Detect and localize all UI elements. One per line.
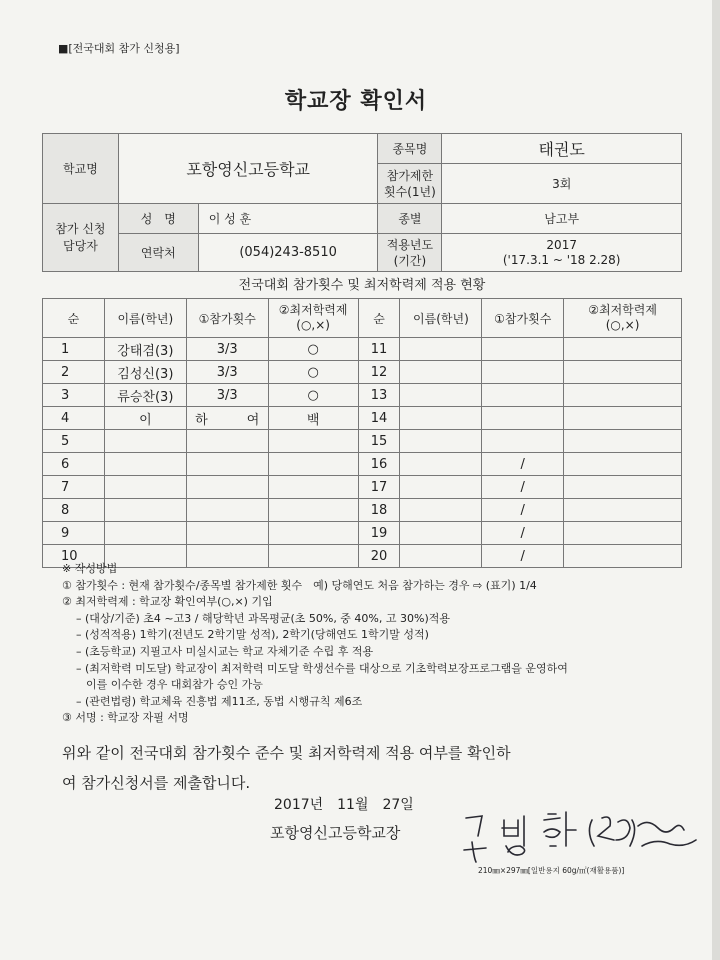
class-label: 종별 — [378, 204, 442, 234]
row-name-2 — [400, 407, 482, 430]
school-value: 포항영신고등학교 — [118, 134, 378, 204]
row-no: 5 — [43, 430, 105, 453]
row-name — [104, 476, 186, 499]
instruction-line: – (초등학교) 지필고사 미실시교는 학교 자체기준 수립 후 적용 — [76, 644, 374, 658]
row-count: 하 여 — [186, 407, 268, 430]
name-value: 이 성 훈 — [198, 204, 378, 234]
header-tag: ■[전국대회 참가 신청용] — [58, 42, 180, 55]
row-name-2 — [400, 499, 482, 522]
row-name — [104, 453, 186, 476]
handwritten-signature — [452, 806, 702, 868]
record-row — [43, 430, 682, 453]
row-count-2: / — [482, 545, 564, 568]
row-count-2 — [482, 384, 564, 407]
row-no-2: 13 — [358, 384, 400, 407]
info-table — [42, 133, 682, 272]
row-min-2 — [564, 361, 682, 384]
row-count-2: / — [482, 476, 564, 499]
row-no-2: 11 — [358, 338, 400, 361]
row-no: 9 — [43, 522, 105, 545]
row-count-2 — [482, 338, 564, 361]
paper-spec-footer: 210㎜×297㎜[일반용지 60g/㎡(재활용품)] — [478, 866, 625, 875]
header-count-2: ①참가횟수 — [482, 299, 564, 338]
row-no: 1 — [43, 338, 105, 361]
instructions — [62, 561, 682, 727]
year-value: 2017 — [546, 237, 577, 252]
row-min-2 — [564, 522, 682, 545]
row-no: 3 — [43, 384, 105, 407]
year-label: 적용년도 (기간) — [378, 234, 442, 272]
row-min-2 — [564, 476, 682, 499]
header-name: 이름(학년) — [104, 299, 186, 338]
record-row — [43, 453, 682, 476]
row-min: ○ — [268, 361, 358, 384]
header-count: ①참가횟수 — [186, 299, 268, 338]
row-no: 10 — [43, 545, 105, 568]
row-no-2: 15 — [358, 430, 400, 453]
contact-label: 연락처 — [118, 234, 198, 272]
instruction-line: – (성적적용) 1학기(전년도 2학기말 성적), 2학기(당해연도 1학기말 성적) — [76, 628, 429, 642]
limit-label: 참가제한 횟수(1년) — [378, 164, 442, 204]
row-min — [268, 476, 358, 499]
row-count — [186, 499, 268, 522]
event-label: 종목명 — [378, 134, 442, 164]
row-count-2: / — [482, 499, 564, 522]
instruction-line: 이를 이수한 경우 대회참가 승인 가능 — [86, 678, 263, 692]
row-count — [186, 430, 268, 453]
row-count-2 — [482, 430, 564, 453]
row-min: 백 — [268, 407, 358, 430]
row-name: 이 — [104, 407, 186, 430]
event-value: 태권도 — [442, 134, 682, 164]
row-name-2 — [400, 338, 482, 361]
class-value: 남고부 — [442, 204, 682, 234]
row-no-2: 20 — [358, 545, 400, 568]
header-name-2: 이름(학년) — [400, 299, 482, 338]
instruction-line: – (관련법령) 학교체육 진흥법 제11조, 동법 시행규칙 제6조 — [76, 694, 363, 708]
row-name: 김성신(3) — [104, 361, 186, 384]
instruction-line: ② 최저학력제 : 학교장 확인여부(○,×) 기입 — [62, 595, 273, 609]
record-header-row — [43, 299, 682, 338]
instruction-line: – (최저학력 미도달) 학교장이 최저학력 미도달 학생선수를 대상으로 기초학력보장프로그램을 운영하여 — [76, 661, 568, 675]
header-min: ②최저학력제 (○,×) — [268, 299, 358, 338]
row-min: ○ — [268, 338, 358, 361]
row-no: 6 — [43, 453, 105, 476]
school-label: 학교명 — [43, 134, 119, 204]
instruction-line: – (대상/기준) 초4 ~고3 / 해당학년 과목평균(초 50%, 중 40%, 고 30%)적용 — [76, 611, 450, 625]
row-count — [186, 522, 268, 545]
row-min-2 — [564, 430, 682, 453]
record-body — [43, 338, 682, 568]
row-name-2 — [400, 453, 482, 476]
row-name: 류승찬(3) — [104, 384, 186, 407]
record-row — [43, 476, 682, 499]
row-name — [104, 522, 186, 545]
row-name-2 — [400, 522, 482, 545]
row-min-2 — [564, 384, 682, 407]
row-min-2 — [564, 407, 682, 430]
header-no: 순 — [43, 299, 105, 338]
period-value: ('17.3.1 ~ '18 2.28) — [502, 252, 621, 267]
row-min — [268, 499, 358, 522]
statement-line-2: 여 참가신청서를 제출합니다. — [62, 774, 251, 792]
row-no-2: 18 — [358, 499, 400, 522]
row-count-2: / — [482, 522, 564, 545]
row-no: 8 — [43, 499, 105, 522]
applicant-label: 참가 신청 담당자 — [43, 204, 119, 272]
row-no-2: 17 — [358, 476, 400, 499]
row-no-2: 12 — [358, 361, 400, 384]
row-min — [268, 430, 358, 453]
record-row — [43, 522, 682, 545]
row-min: ○ — [268, 384, 358, 407]
row-name-2 — [400, 384, 482, 407]
row-no-2: 16 — [358, 453, 400, 476]
instruction-line: ③ 서명 : 학교장 자필 서명 — [62, 711, 189, 725]
name-label: 성 명 — [118, 204, 198, 234]
row-no: 7 — [43, 476, 105, 499]
row-name — [104, 430, 186, 453]
row-count: 3/3 — [186, 338, 268, 361]
row-min-2 — [564, 338, 682, 361]
record-title: 전국대회 참가횟수 및 최저학력제 적용 현황 — [238, 278, 486, 293]
row-count-2: / — [482, 453, 564, 476]
record-row — [43, 361, 682, 384]
header-min-2: ②최저학력제 (○,×) — [564, 299, 682, 338]
statement-line-1: 위와 같이 전국대회 참가횟수 준수 및 최저학력제 적용 여부를 확인하 — [62, 744, 511, 762]
row-count: 3/3 — [186, 384, 268, 407]
row-no: 4 — [43, 407, 105, 430]
row-min-2 — [564, 453, 682, 476]
record-row — [43, 338, 682, 361]
row-min — [268, 453, 358, 476]
row-count — [186, 476, 268, 499]
confirmation-statement — [62, 738, 662, 798]
page-title: 학교장 확인서 — [284, 89, 428, 114]
principal-title: 포항영신고등학교장 — [270, 824, 401, 842]
row-min-2 — [564, 499, 682, 522]
row-no-2: 19 — [358, 522, 400, 545]
limit-value: 3회 — [442, 164, 682, 204]
row-name-2 — [400, 476, 482, 499]
record-row — [43, 499, 682, 522]
record-row — [43, 384, 682, 407]
record-row — [43, 407, 682, 430]
instruction-line: ① 참가횟수 : 현재 참가횟수/종목별 참가제한 횟수 예) 당해연도 처음 참가하는 경우 ⇨ (표기) 1/4 — [62, 578, 537, 592]
row-count-2 — [482, 361, 564, 384]
row-min — [268, 522, 358, 545]
row-name-2 — [400, 430, 482, 453]
date: 2017년 11월 27일 — [274, 797, 414, 813]
row-count-2 — [482, 407, 564, 430]
instruction-line: ※ 작성방법 — [62, 562, 118, 575]
row-no-2: 14 — [358, 407, 400, 430]
header-no-2: 순 — [358, 299, 400, 338]
row-name: 강태겸(3) — [104, 338, 186, 361]
row-no: 2 — [43, 361, 105, 384]
contact-value: (054)243-8510 — [198, 234, 378, 272]
year-cell — [442, 234, 682, 272]
row-name-2 — [400, 361, 482, 384]
row-name — [104, 499, 186, 522]
row-count — [186, 453, 268, 476]
record-table — [42, 298, 682, 568]
row-count: 3/3 — [186, 361, 268, 384]
